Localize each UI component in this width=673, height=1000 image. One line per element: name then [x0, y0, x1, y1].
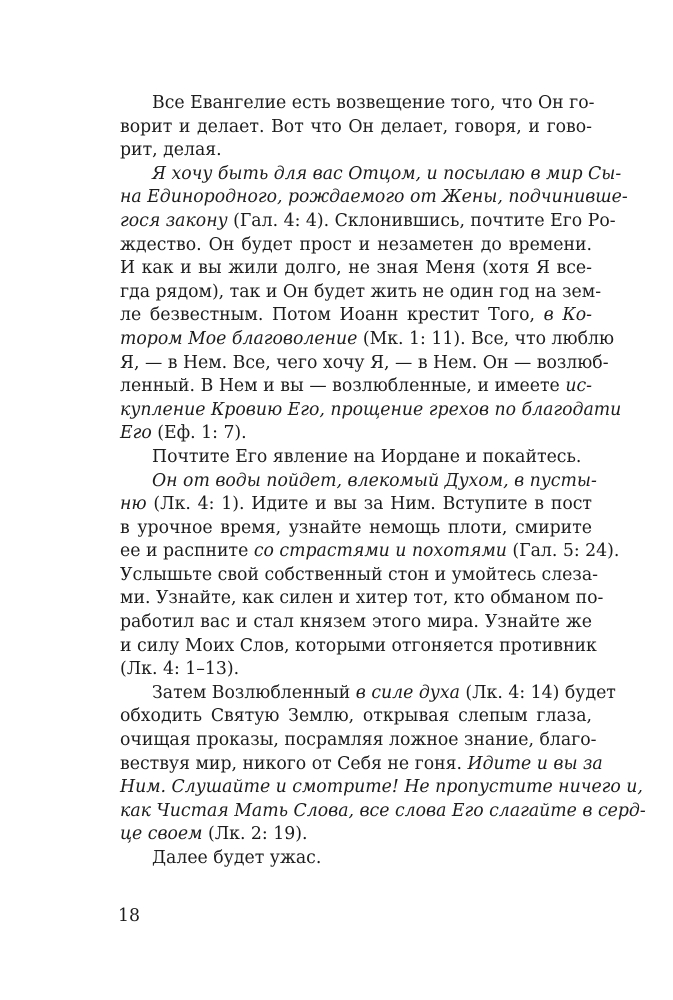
italic-quote-run: тором Мое благоволение [120, 328, 358, 349]
text-run: (Лк. 2: 19). [202, 824, 308, 845]
text-line [120, 304, 592, 328]
text-run: Услышьте свой собственный стон и умойтесь слеза- [120, 564, 598, 585]
text-run: Почтите Его явление на Иордане и покайтесь. [152, 446, 582, 467]
text-run: рит, делая. [120, 140, 222, 161]
text-run: (Гал. 4: 4). Склонившись, почтите Его Ро- [227, 210, 616, 231]
italic-quote-run: как Чистая Мать Слова, все слова Его слагайте в серд- [120, 800, 646, 821]
text-run: Я, — в Нем. Все, чего хочу Я, — в Нем. Он — возлюб- [120, 352, 609, 373]
italic-quote-run: Он от воды пойдет, влекомый Духом, в пусты- [152, 470, 597, 491]
text-line [120, 210, 616, 234]
text-line [120, 705, 592, 729]
text-line [120, 635, 597, 659]
italic-quote-run: со страстями и похотями [253, 541, 507, 562]
italic-quote-run: це своем [120, 824, 203, 845]
text-line [120, 493, 592, 517]
italic-quote-run: Я хочу быть для вас Отцом, и посылаю в мир Сы- [152, 163, 622, 184]
italic-quote-run: гося закону [120, 210, 228, 231]
text-run: (Лк. 4: 14) будет [459, 682, 616, 703]
text-run: (Еф. 1: 7). [151, 423, 247, 444]
text-line [120, 658, 592, 682]
text-line [120, 729, 597, 753]
text-run: Далее будет ужас. [152, 848, 322, 868]
italic-quote-run: на Единородного, рождаемого от Жены, подчинивше- [120, 187, 628, 208]
text-run: гда рядом), так и Он будет жить не один год на зем- [120, 281, 602, 302]
text-run: работил вас и стал князем этого мира. Узнайте же [120, 612, 592, 633]
text-run: ворит и делает. Вот что Он делает, говоря, и гово- [120, 116, 592, 137]
text-line [120, 682, 616, 706]
text-line [120, 540, 620, 564]
text-run: очищая проказы, посрамляя ложное знание, благо- [120, 730, 597, 751]
italic-quote-run: купление Кровию Его, прощение грехов по благодати [120, 399, 622, 420]
text-run: обходить Святую Землю, открывая слепым глаза, [120, 706, 592, 727]
text-line [120, 116, 592, 140]
text-line [120, 163, 622, 187]
text-line [120, 234, 592, 258]
text-line [120, 776, 643, 800]
text-line [120, 753, 603, 777]
text-line [120, 92, 595, 116]
text-run: Затем Возлюбленный [152, 682, 356, 703]
italic-quote-run: Идите и вы за [467, 753, 603, 774]
text-line [120, 257, 592, 281]
text-line [120, 281, 602, 305]
text-line [120, 847, 592, 871]
italic-quote-run: в Ко- [543, 305, 592, 326]
text-line [120, 587, 604, 611]
italic-quote-run: в силе духа [355, 682, 460, 703]
italic-quote-run: Ним. Слушайте и смотрите! Не пропустите ничего и, [120, 777, 643, 798]
text-line [120, 399, 622, 423]
text-run: в урочное время, узнайте немощь плоти, смирите [120, 517, 592, 538]
text-run: (Лк. 4: 1–13). [120, 659, 240, 680]
text-run: (Мк. 1: 11). Все, что люблю [357, 328, 614, 349]
text-line [120, 517, 592, 541]
italic-quote-run: Его [120, 423, 152, 444]
text-line [120, 422, 592, 446]
text-line [120, 800, 646, 824]
page-number: 18 [118, 906, 140, 926]
text-line [120, 446, 592, 470]
text-run: ми. Узнайте, как силен и хитер тот, кто обманом по- [120, 588, 604, 609]
text-run: Все Евангелие есть возвещение того, что Он го- [152, 93, 595, 113]
text-run: ленный. В Нем и вы — возлюбленные, и имеете [120, 376, 566, 397]
italic-quote-run: ню [120, 494, 147, 515]
text-run: ждество. Он будет прост и незаметен до времени. [120, 234, 592, 255]
text-line [120, 375, 592, 399]
italic-quote-run: ис- [565, 376, 592, 397]
page-body [120, 92, 646, 871]
text-line [120, 328, 614, 352]
text-line [120, 186, 628, 210]
text-line [120, 470, 597, 494]
text-run: И как и вы жили долго, не зная Меня (хотя Я все- [120, 258, 592, 279]
text-line [120, 611, 592, 635]
text-line [120, 823, 592, 847]
text-run: (Гал. 5: 24). [506, 541, 620, 562]
text-run: (Лк. 4: 1). Идите и вы за Ним. Вступите в пост [146, 494, 592, 515]
text-line [120, 352, 609, 376]
text-run: вествуя мир, никого от Себя не гоня. [120, 753, 468, 774]
text-run: и силу Моих Слов, которыми отгоняется противник [120, 635, 597, 656]
text-run: ле безвестным. Потом Иоанн крестит Того, [120, 305, 544, 326]
text-line [120, 139, 592, 163]
text-line [120, 564, 598, 588]
text-run: ее и распните [120, 541, 254, 562]
